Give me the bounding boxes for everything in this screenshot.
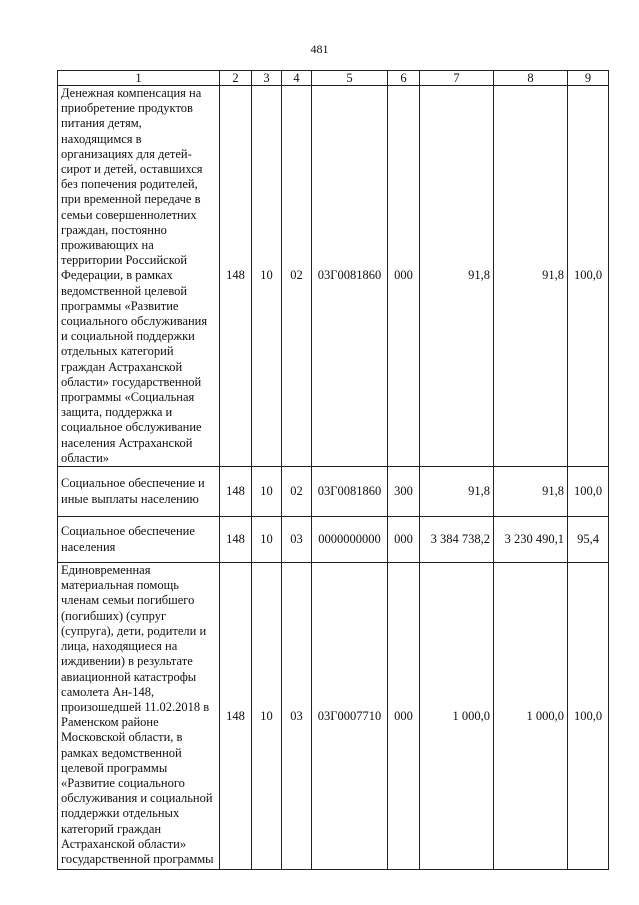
cell-col5: 03Г0081860 xyxy=(312,467,388,517)
cell-col7: 91,8 xyxy=(420,86,494,467)
row-description: Денежная компенсация на приобретение продуктов питания детям, находящимся в организациях для детей-сирот и детей, оставшихся без попечения родителей, при временной передаче в семьи совершеннолетних граждан, постоянно проживающих на территории Российской Федерации, в рамках ведомственной целевой программы «Развитие социального обслуживания и социальной поддержки отдельных категорий граждан Астраханской области» государственной программы «Социальная защита, поддержка и социальное обслуживание населения Астраханской области» xyxy=(58,86,220,467)
cell-col4: 03 xyxy=(282,517,312,563)
cell-col2: 148 xyxy=(220,517,252,563)
cell-col2: 148 xyxy=(220,563,252,870)
cell-col7: 91,8 xyxy=(420,467,494,517)
cell-col9: 95,4 xyxy=(568,517,609,563)
cell-col8: 3 230 490,1 xyxy=(494,517,568,563)
cell-col4: 02 xyxy=(282,467,312,517)
cell-col8: 91,8 xyxy=(494,467,568,517)
table-row xyxy=(58,86,609,467)
cell-col6: 000 xyxy=(388,517,420,563)
column-header: 1 xyxy=(58,71,220,86)
cell-col5: 0000000000 xyxy=(312,517,388,563)
cell-col9: 100,0 xyxy=(568,563,609,870)
page-number: 481 xyxy=(310,42,329,56)
table-row xyxy=(58,517,609,563)
row-description: Социальное обеспечение и иные выплаты населению xyxy=(58,467,220,517)
column-header: 9 xyxy=(568,71,609,86)
cell-col4: 02 xyxy=(282,86,312,467)
cell-col8: 91,8 xyxy=(494,86,568,467)
cell-col3: 10 xyxy=(252,563,282,870)
cell-col7: 1 000,0 xyxy=(420,563,494,870)
header-row xyxy=(58,71,609,86)
cell-col9: 100,0 xyxy=(568,467,609,517)
column-header: 2 xyxy=(220,71,252,86)
budget-table xyxy=(57,70,609,870)
cell-col2: 148 xyxy=(220,467,252,517)
cell-col3: 10 xyxy=(252,467,282,517)
row-description: Социальное обеспечение населения xyxy=(58,517,220,563)
cell-col9: 100,0 xyxy=(568,86,609,467)
column-header: 4 xyxy=(282,71,312,86)
cell-col7: 3 384 738,2 xyxy=(420,517,494,563)
column-header: 8 xyxy=(494,71,568,86)
cell-col5: 03Г0081860 xyxy=(312,86,388,467)
cell-col4: 03 xyxy=(282,563,312,870)
cell-col3: 10 xyxy=(252,86,282,467)
table-row xyxy=(58,467,609,517)
cell-col6: 000 xyxy=(388,563,420,870)
column-header: 5 xyxy=(312,71,388,86)
column-header: 7 xyxy=(420,71,494,86)
row-description: Единовременная материальная помощь членам семьи погибшего (погибших) (супруг (супруга), дети, родители и лица, находящиеся на иждивении) в результате авиационной катастрофы самолета Ан-148, произошедшей 11.02.2018 в Раменском районе Московской области, в рамках ведомственной целевой программы «Развитие социального обслуживания и социальной поддержки отдельных категорий граждан Астраханской области» государственной программы xyxy=(58,563,220,870)
column-header: 3 xyxy=(252,71,282,86)
cell-col5: 03Г0007710 xyxy=(312,563,388,870)
cell-col2: 148 xyxy=(220,86,252,467)
cell-col8: 1 000,0 xyxy=(494,563,568,870)
column-header: 6 xyxy=(388,71,420,86)
cell-col6: 000 xyxy=(388,86,420,467)
cell-col3: 10 xyxy=(252,517,282,563)
table-row xyxy=(58,563,609,870)
cell-col6: 300 xyxy=(388,467,420,517)
